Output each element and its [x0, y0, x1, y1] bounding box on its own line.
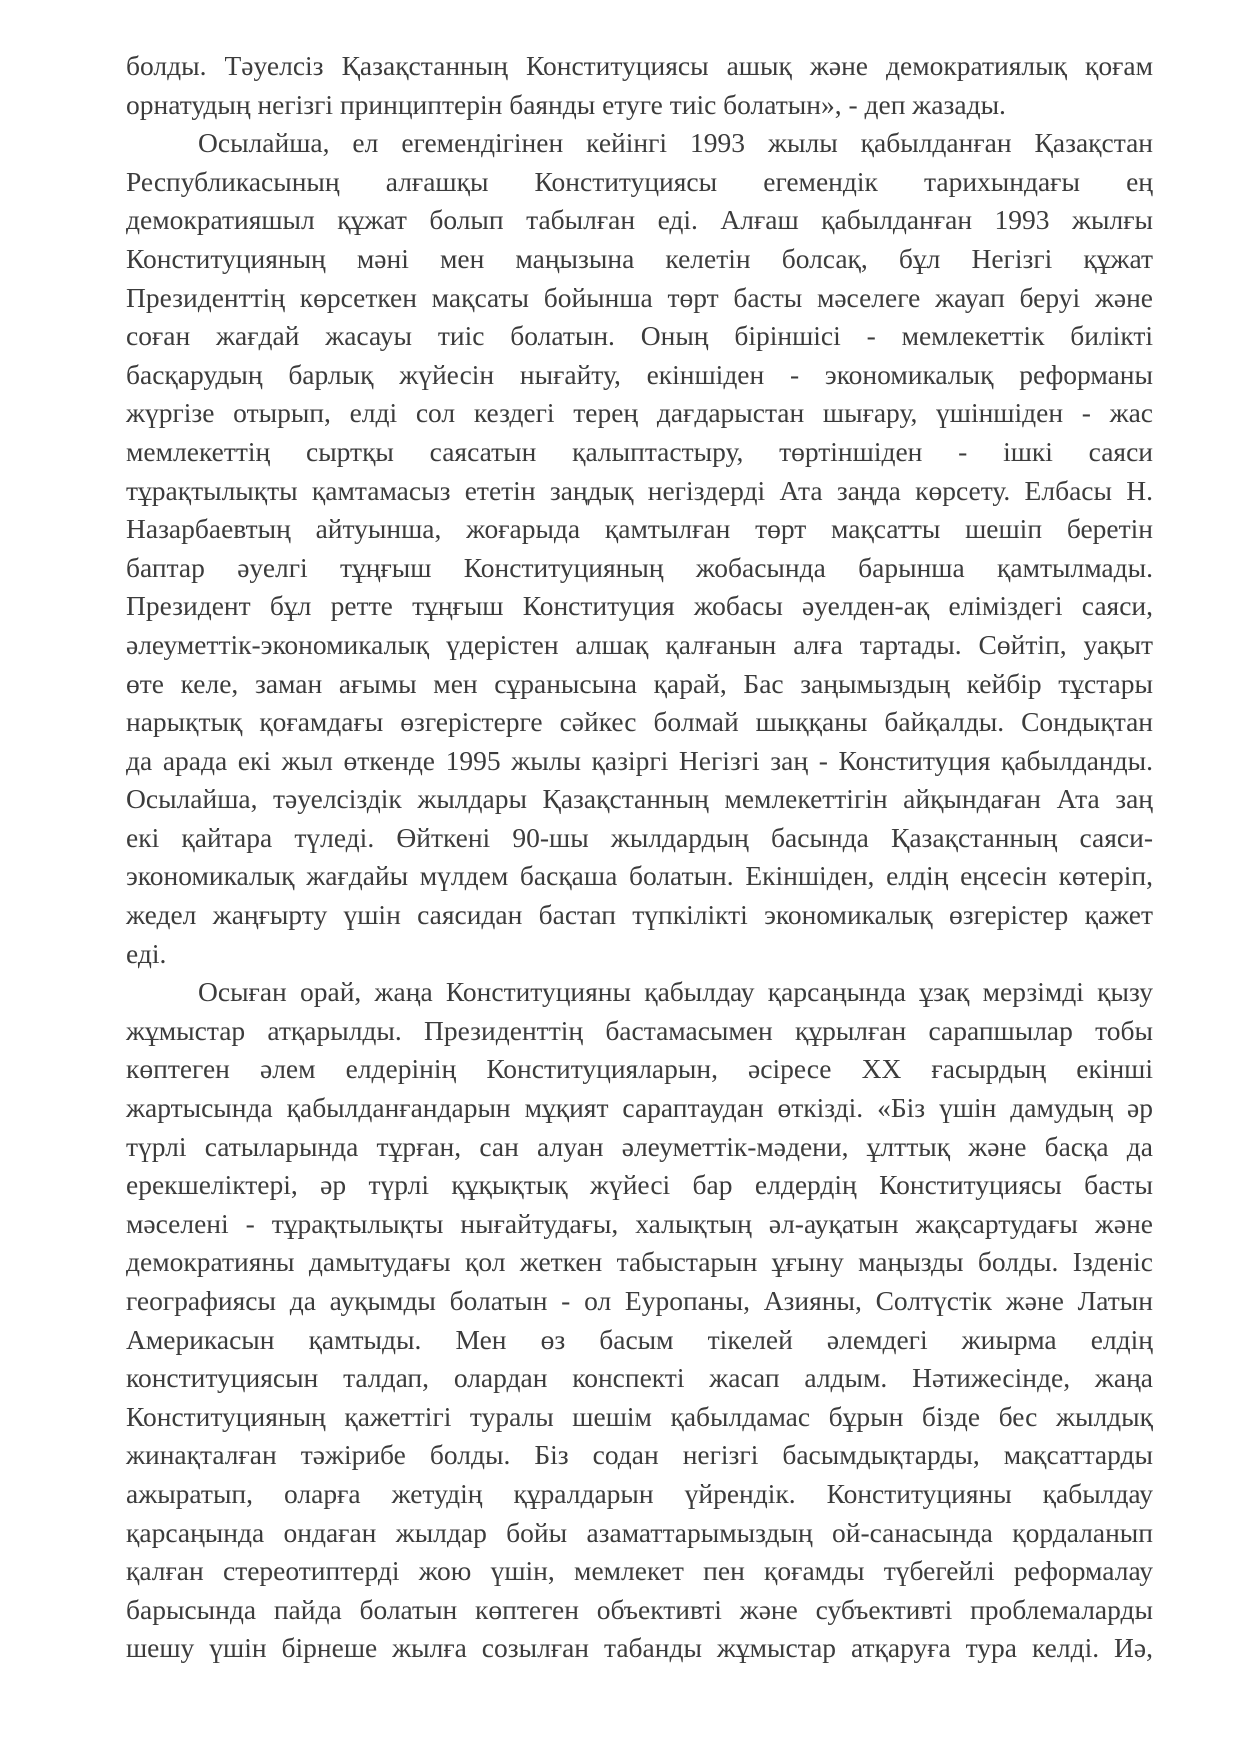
text-line: ажыратып, оларға жетудің құралдарын үйрендік. Конституцияны қабылдау — [126, 1477, 1153, 1509]
text-line: қарсаңында ондаған жылдар бойы азаматтарымыздың ой-санасында қордаланып — [126, 1516, 1153, 1548]
text-line: Америкасын қамтыды. Мен өз басым тікелей әлемдегі жиырма елдің — [126, 1323, 1153, 1355]
text-line: Конституцияның қажеттігі туралы шешім қабылдамас бұрын бізде бес жылдық — [126, 1400, 1153, 1432]
text-line: жұмыстар атқарылды. Президенттің бастамасымен құрылған сарапшылар тобы — [126, 1014, 1153, 1046]
text-line: өте келе, заман ағымы мен сұранысына қарай, Бас заңымыздың кейбір тұстары — [126, 667, 1153, 699]
text-line: демократияны дамытудағы қол жеткен табыстарын ұғыну маңызды болды. Ізденіс — [126, 1246, 1153, 1278]
text-line: Республикасының алғашқы Конституциясы егемендік тарихындағы ең — [126, 165, 1153, 197]
text-line: мемлекеттің сыртқы саясатын қалыптастыру, төртіншіден - ішкі саяси — [126, 435, 1153, 467]
text-line: Президент бұл ретте тұңғыш Конституция жобасы әуелден-ақ еліміздегі саяси, — [126, 590, 1153, 622]
text-line: Конституцияның мәні мен маңызына келетін болсақ, бұл Негізгі құжат — [126, 242, 1153, 274]
text-line: демократияшыл құжат болып табылған еді. Алғаш қабылданған 1993 жылғы — [126, 204, 1153, 236]
text-line: мәселені - тұрақтылықты нығайтудағы, халықтың әл-ауқатын жақсартудағы және — [126, 1207, 1153, 1239]
text-line: конституциясын талдап, олардан конспекті жасап алдым. Нәтижесінде, жаңа — [126, 1362, 1153, 1394]
text-line: жартысында қабылданғандарын мұқият сараптаудан өткізді. «Біз үшін дамудың әр — [126, 1092, 1153, 1124]
text-line: нарықтық қоғамдағы өзгерістерге сәйкес болмай шыққаны байқалды. Сондықтан — [126, 706, 1153, 738]
text-line: басқарудың барлық жүйесін нығайту, екіншіден - экономикалық реформаны — [126, 358, 1153, 390]
text-line: жүргізе отырып, елді сол кездегі терең дағдарыстан шығару, үшіншіден - жас — [126, 397, 1153, 429]
text-line: екі қайтара түледі. Өйткені 90-шы жылдардың басында Қазақстанның саяси- — [126, 821, 1153, 853]
text-line: да арада екі жыл өткенде 1995 жылы қазіргі Негізгі заң - Конституция қабылданды. — [126, 744, 1153, 776]
text-line: жинақталған тәжірибе болды. Біз содан негізгі басымдықтарды, мақсаттарды — [126, 1439, 1153, 1471]
text-line: Осылайша, тәуелсіздік жылдары Қазақстанның мемлекеттігін айқындаған Ата заң — [126, 783, 1153, 815]
text-line: соған жағдай жасауы тиіс болатын. Оның біріншісі - мемлекеттік билікті — [126, 320, 1153, 352]
text-line: жедел жаңғырту үшін саясидан бастап түпкілікті экономикалық өзгерістер қажет — [126, 899, 1153, 931]
text-line: Назарбаевтың айтуынша, жоғарыда қамтылған төрт мақсатты шешіп беретін — [126, 513, 1153, 545]
document-text — [126, 47, 1153, 1668]
text-line: Осылайша, ел егемендігінен кейінгі 1993 жылы қабылданған Қазақстан — [198, 127, 1153, 159]
text-line: көптеген әлем елдерінің Конституцияларын, әсіресе XX ғасырдың екінші — [126, 1053, 1153, 1085]
text-line: болды. Тәуелсіз Қазақстанның Конституциясы ашық және демократиялық қоғам — [126, 50, 1153, 81]
text-line: қалған стереотиптерді жою үшін, мемлекет пен қоғамды түбегейлі реформалау — [126, 1555, 1153, 1587]
text-line: баптар әуелгі тұңғыш Конституцияның жобасында барынша қамтылмады. — [126, 551, 1153, 583]
text-line: географиясы да ауқымды болатын - ол Еуропаны, Азияны, Солтүстік және Латын — [126, 1285, 1153, 1316]
text-line: шешу үшін бірнеше жылға созылған табанды жұмыстар атқаруға тура келді. Иә, — [126, 1632, 1153, 1664]
text-line: экономикалық жағдайы мүлдем басқаша болатын. Екіншіден, елдің еңсесін көтеріп, — [126, 860, 1153, 892]
text-line: түрлі сатыларында тұрған, сан алуан әлеуметтік-мәдени, ұлттық және басқа да — [126, 1130, 1153, 1162]
text-line: орнатудың негізгі принциптерін баянды етуге тиіс болатын», - деп жазады. — [126, 88, 1006, 120]
text-line: еді. — [126, 937, 167, 969]
text-line: Осыған орай, жаңа Конституцияны қабылдау қарсаңында ұзақ мерзімді қызу — [198, 976, 1153, 1008]
text-line: барысында пайда болатын көптеген объективті және субъективті проблемаларды — [126, 1593, 1153, 1625]
text-line: Президенттің көрсеткен мақсаты бойынша төрт басты мәселеге жауап беруі және — [126, 281, 1153, 313]
text-line: ерекшеліктері, әр түрлі құқықтық жүйесі бар елдердің Конституциясы басты — [126, 1169, 1153, 1201]
text-line: әлеуметтік-экономикалық үдерістен алшақ қалғанын алға тартады. Сөйтіп, уақыт — [126, 628, 1153, 660]
text-line: тұрақтылықты қамтамасыз ететін заңдық негіздерді Ата заңда көрсету. Елбасы Н. — [126, 474, 1153, 506]
